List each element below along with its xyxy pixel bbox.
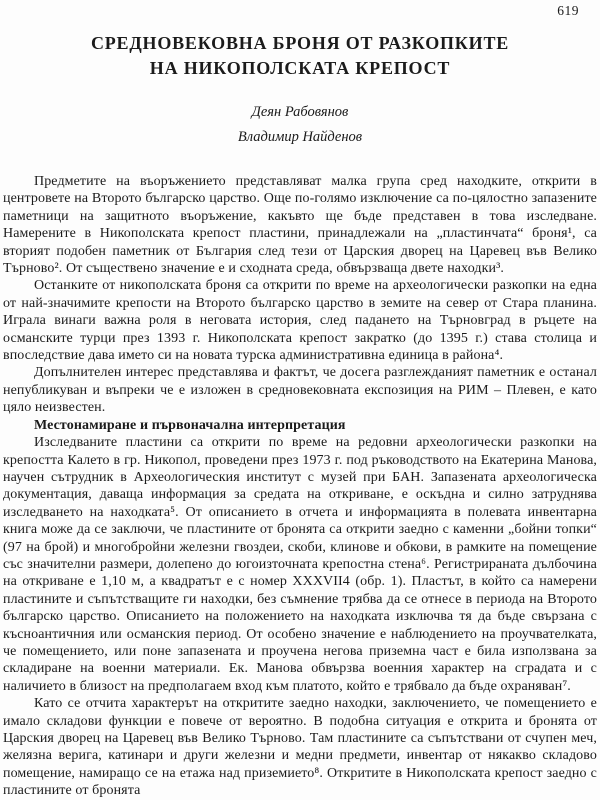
paragraph-fortress-history: Останките от никополската броня са открити по време на археологически разкопки на една от най-значимите крепости на Второто българско царство в земите на север от Стара планина. Играла винаги важна роля в неговата история, след падането на Търновград в ръцете на османските турци през 1393 г. Никополската крепост закратко (до 1395 г.) става столица и впоследствие дава името си на новата турска административна единица в района⁴. [3, 278, 597, 364]
author-name-2: Владимир Найденов [237, 129, 363, 145]
page-number: 619 [557, 3, 579, 18]
paragraph-unpublished-note: Допълнителен интерес представлява и фактът, че досега разглежданият паметник е останал непубликуван и въпреки че е изложен в средновековната експозиция на РИМ – Плевен, е като цяло неизвестен. [3, 365, 597, 416]
paragraph-storage-interpretation: Като се отчита характерът на откритите заедно находки, заключението, че помещението е имало складови функции е повече от вероятно. В подобна ситуация е открита и бронята от Царския дворец на Царевец във Велико Търново. Там пластините са съпътствани от счупен меч, желязна верига, катинари и други железни и медни предмети, инвентар от някакво складово помещение, намиращо се на етажа над приземието⁸. Откритите в Никополската крепост заедно с пластините от бронята [3, 696, 597, 799]
paragraph-excavation-context: Изследваните пластини са открити по време на редовни археологически разкопки на крепостта Калето в гр. Никопол, проведени през 1973 г. под ръководството на Екатерина Манова, научен сътрудник в Археологическия институт с музей при БАН. Запазената археологическа документация, даваща информация за средата на откриване, е оскъдна и силно затруднява изследването на находката⁵. От описанието в отчета и информацията в полевата инвентарна книга може да се заключи, че пластините от бронята са открити заедно с каменни „бойни топки“ (97 на брой) и многобройни железни гвоздеи, скоби, клинове и обкови, в рамките на помещение със значителни размери, долепено до югоизточната крепостна стена⁶. Регистрираната дълбочина на откриване е 1,10 м, а квадратът е с номер XXXVII4 (обр. 1). Пластът, в който са намерени пластините и съпътстващите ги находки, без съмнение трябва да се отнесе в периода на Второто българско царство. Описанието на положението на находката изключва тя да бъде свързана с късноантичния или османския период. От особено значение е наблюдението на проучвателката, че помещението, или поне запазената и проучена негова приземна част е била използвана за складиране на военни материали. Ек. Манова обвързва военния характер на сградата и с наличието в близост на предполагаем вход към платото, който е трябвало да бъде охраняван⁷. [3, 435, 597, 694]
authors-block [3, 100, 597, 150]
article-body [3, 173, 597, 800]
author-name-1: Деян Рабовянов [251, 104, 349, 120]
article-title-line-2: НА НИКОПОЛСКАТА КРЕПОСТ [149, 58, 451, 78]
section-heading: Местонамиране и първоначална интерпретация [34, 417, 346, 433]
article-title-line-1: СРЕДНОВЕКОВНА БРОНЯ ОТ РАЗКОПКИТЕ [90, 33, 510, 53]
article-title [3, 31, 597, 81]
paragraph-intro: Предметите на въоръжението представляват малка група сред находките, открити в центровете на Второто българско царство. Още по-голямо изключение са по-цялостно запазените паметници на защитното въоръжение, какъвто ще бъде представен в това изследване. Намерените в Никополската крепост пластини, принадлежали на „пластинчата“ броня¹, са вторият подобен паметник от България след тези от Царския дворец на Царевец във Велико Търново². От съществено значение е и сходната среда, обвързваща двете находки³. [3, 174, 597, 277]
